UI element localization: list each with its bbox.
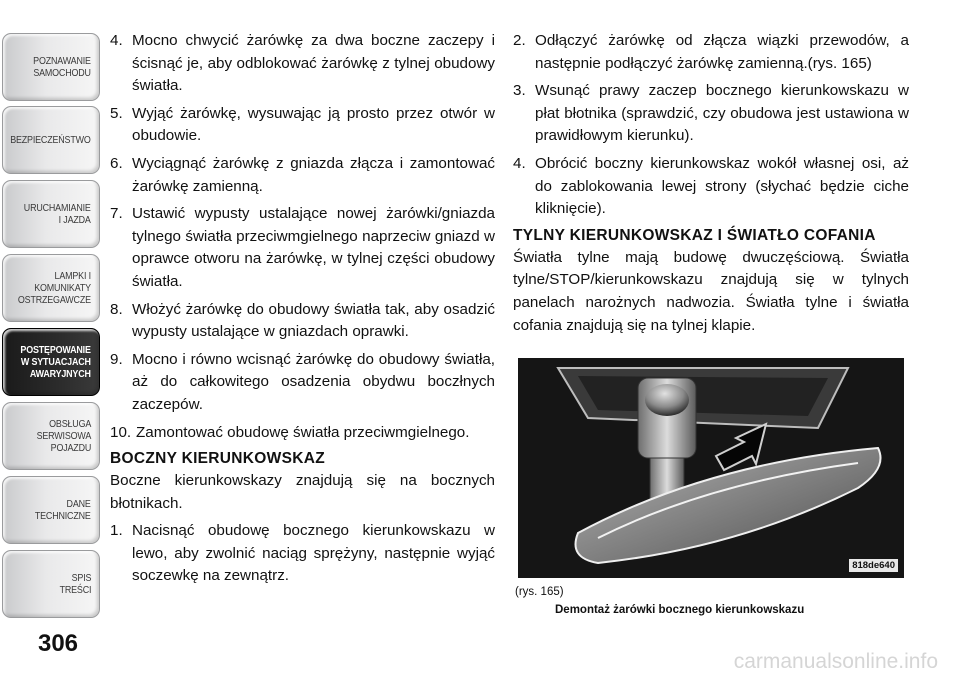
tab-poznawanie-samochodu[interactable] [2, 33, 100, 101]
tab-label: DANE TECHNICZNE [35, 498, 91, 522]
step-text: Mocno chwycić żarówkę za dwa boczne zaczepy i ścisnąć je, aby odblokować żarówkę z tylnej obudowy światła. [132, 32, 495, 95]
step-number: 4. [513, 154, 526, 172]
tab-obsluga-serwisowa[interactable] [2, 402, 100, 470]
page-number: 306 [37, 630, 79, 657]
tab-uruchamianie-i-jazda[interactable] [2, 180, 100, 248]
step-text: Wsunąć prawy zaczep bocznego kierunkowskazu w płat błotnika (sprawdzić, czy obudowa jest ustawiona w prawidłowym kierunku). [535, 82, 909, 145]
body-paragraph: Światła tylne mają budowę dwuczęściową. Światła tylne/STOP/kierunkowskazu znajdują się w tylnych panelach narożnych nadwozia. Światła tylne i światła cofania znajdują się na tylnej klapie. [513, 248, 909, 334]
step-number: 8. [110, 300, 123, 318]
list-item [110, 520, 495, 588]
step-text: Odłączyć żarówkę od złącza wiązki przewodów, a następnie podłączyć żarówkę zamienną.(rys. 165) [535, 32, 909, 72]
tab-postepowanie-awaryjne[interactable] [2, 328, 100, 396]
tab-label: SPIS TREŚCI [59, 572, 91, 596]
list-item [110, 103, 495, 148]
list-item [513, 80, 909, 148]
tab-label: OBSŁUGA SERWISOWA POJAZDU [36, 418, 91, 454]
list-item [110, 422, 495, 445]
list-item [110, 153, 495, 198]
watermark: carmanualsonline.info [733, 650, 938, 673]
step-number: 3. [513, 82, 526, 100]
step-number: 4. [110, 32, 123, 49]
left-column [110, 30, 495, 593]
tab-lampki-i-komunikaty[interactable] [2, 254, 100, 322]
list-item [110, 203, 495, 293]
chapter-sidebar [0, 0, 106, 678]
step-text: Wyjąć żarówkę, wysuwając ją prosto przez otwór w obudowie. [132, 104, 495, 145]
tab-label: BEZPIECZEŃSTWO [10, 134, 91, 146]
figure-side-indicator-bulb [518, 358, 904, 578]
step-number: 10. [110, 423, 132, 441]
step-text: Nacisnąć obudowę bocznego kierunkowskazu w lewo, aby zwolnić naciąg sprężyny, następnie wyjąć soczewkę na zewnątrz. [132, 522, 495, 585]
tab-spis-tresci[interactable] [2, 550, 100, 618]
bulb-removal-illustration [518, 358, 904, 578]
right-column [513, 30, 909, 337]
step-number: 5. [110, 104, 123, 122]
figure-code: 818de640 [849, 559, 898, 572]
bulb [645, 384, 689, 416]
step-number: 2. [513, 32, 526, 49]
tab-label: POSTĘPOWANIE W SYTUACJACH AWARYJNYCH [20, 344, 91, 380]
step-text: Wyciągnąć żarówkę z gniazda złącza i zamontować żarówkę zamienną. [132, 154, 495, 195]
body-paragraph: Boczne kierunkowskazy znajdują się na bocznych błotnikach. [110, 472, 495, 512]
tab-bezpieczenstwo[interactable] [2, 106, 100, 174]
step-text: Zamontować obudowę światła przeciwmgielnego. [136, 423, 470, 441]
list-item [110, 299, 495, 344]
section-heading: BOCZNY KIERUNKOWSKAZ [110, 450, 325, 468]
step-number: 7. [110, 205, 123, 223]
tab-dane-techniczne[interactable] [2, 476, 100, 544]
step-number: 6. [110, 154, 123, 172]
tab-label: URUCHAMIANIE I JAZDA [24, 202, 91, 226]
step-text: Obrócić boczny kierunkowskaz wokół własnej osi, aż do zablokowania lewej strony (słychać będzie ciche kliknięcie). [535, 154, 909, 218]
list-item [513, 30, 909, 75]
list-item [110, 349, 495, 417]
step-number: 9. [110, 350, 123, 368]
list-item [513, 153, 909, 221]
figure-caption: Demontaż żarówki bocznego kierunkowskazu [555, 604, 805, 616]
section-heading: TYLNY KIERUNKOWSKAZ I ŚWIATŁO COFANIA [513, 226, 876, 244]
figure-reference: (rys. 165) [515, 586, 564, 598]
step-number: 1. [110, 522, 123, 540]
tab-label: LAMPKI I KOMUNIKATY OSTRZEGAWCZE [17, 270, 91, 306]
step-text: Włożyć żarówkę do obudowy światła tak, aby osadzić wypusty ustalające w gniazdach oprawki. [132, 300, 495, 341]
step-text: Mocno i równo wcisnąć żarówkę do obudowy światła, aż do całkowitego osadzenia obydwu boczłnych zaczepów. [132, 350, 495, 413]
tab-label: POZNAWANIE SAMOCHODU [33, 55, 91, 79]
list-item [110, 30, 495, 98]
step-text: Ustawić wypusty ustalające nowej żarówki/gniazda tylnego światła przeciwmgielnego naprzeciw gniazd w oprawce otworu na żarówkę, w tylnej części obudowy światła. [132, 205, 495, 290]
